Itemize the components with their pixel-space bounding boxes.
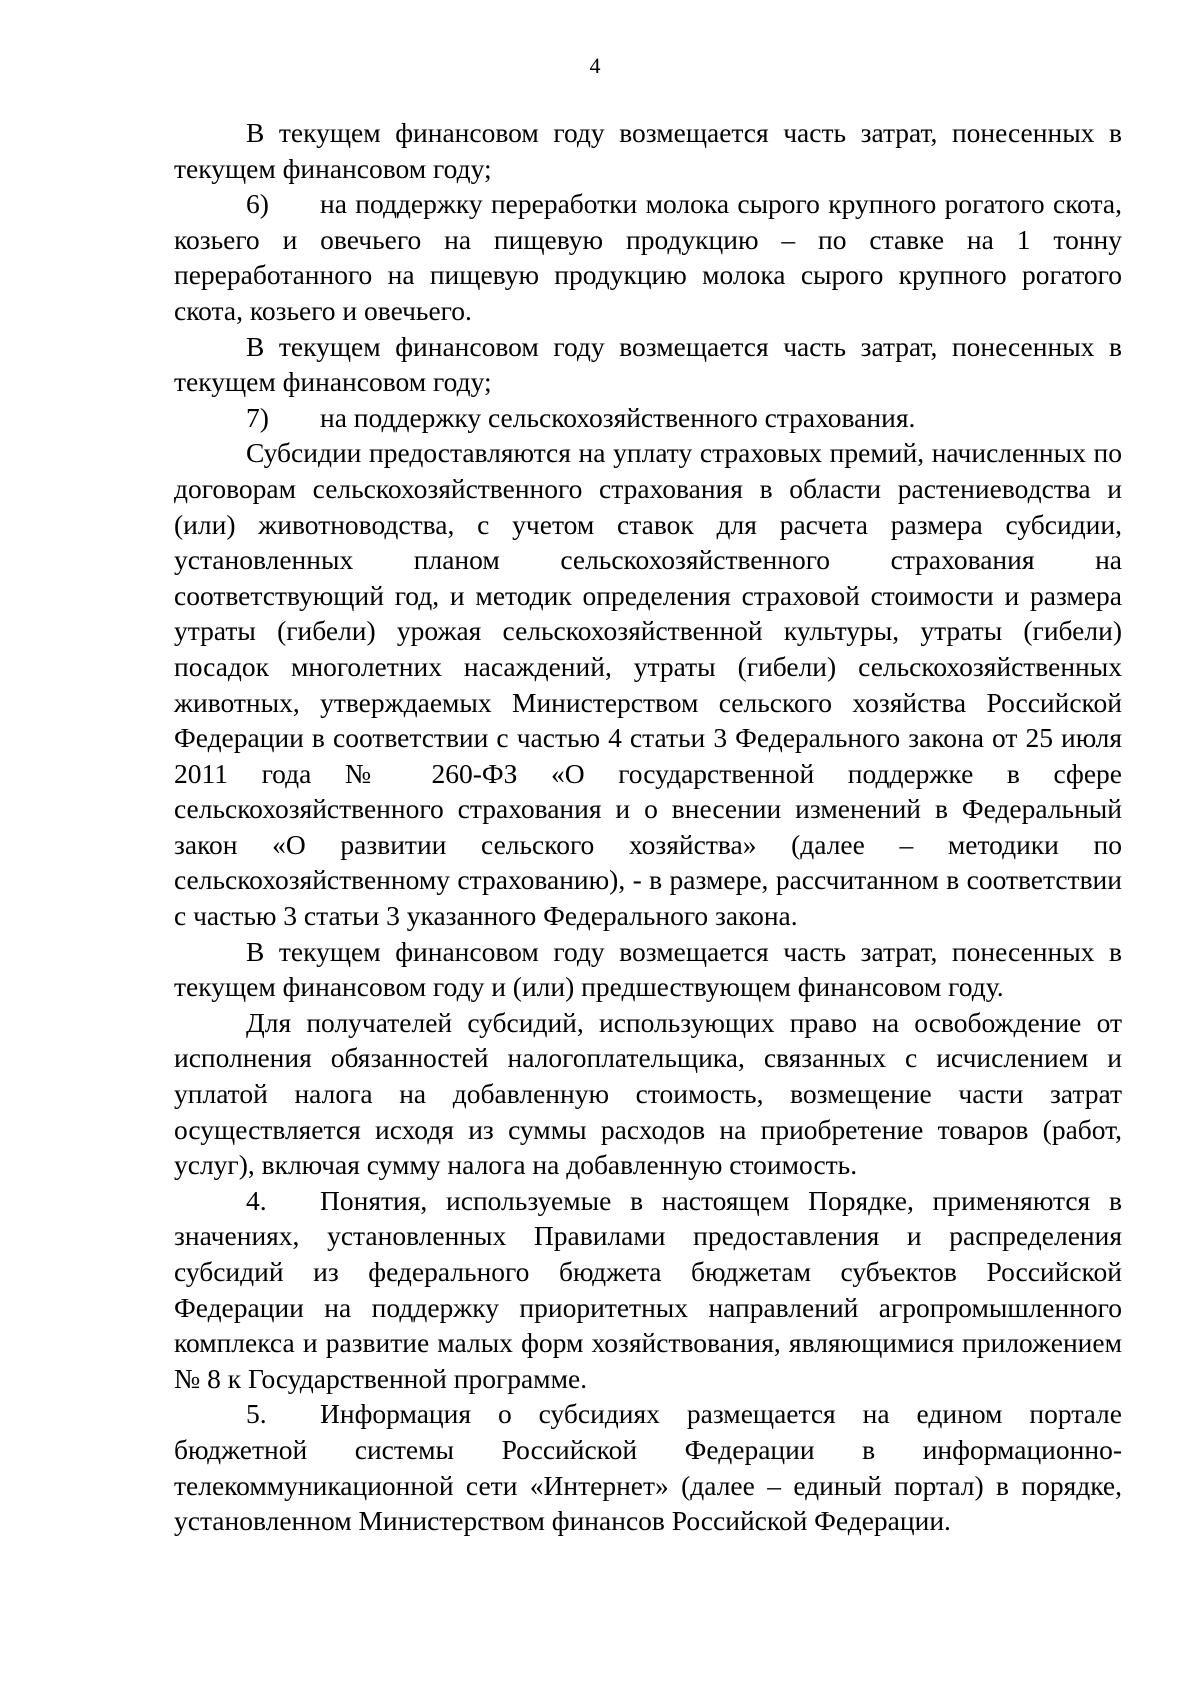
paragraph-text: Для получателей субсидий, использующих право на освобождение от исполнения обязанностей налогоплательщика, связанных с исчислением и уплатой налога на добавленную стоимость, возмещение части затрат осуществляется исходя из суммы расходов на приобретение товаров (работ, услуг), включая сумму налога на добавленную стоимость. xyxy=(174,1006,1122,1181)
paragraph-item-6 xyxy=(174,186,1122,328)
item-number: 7) xyxy=(246,401,269,433)
paragraph-item-7 xyxy=(174,400,1122,436)
paragraph-cost-note xyxy=(174,115,1122,186)
item-number: 6) xyxy=(246,188,269,220)
paragraph-text: В текущем финансовом году возмещается часть затрат, понесенных в текущем финансовом году и (или) предшествующем финансовом году. xyxy=(174,935,1122,1003)
paragraph-text: на поддержку сельскохозяйственного страхования. xyxy=(320,401,916,433)
paragraph-cost-note xyxy=(174,934,1122,1005)
paragraph-cost-note xyxy=(174,329,1122,400)
paragraph-insurance-subsidies xyxy=(174,435,1122,933)
paragraph-text: Понятия, используемые в настоящем Порядке, применяются в значениях, установленных Правилами предоставления и распределения субсидий из федерального бюджета бюджетам субъектов Российской Федерации на поддержку приоритетных направлений агропромышленного комплекса и развитие малых форм хозяйствования, являющимися приложением № 8 к Государственной программе. xyxy=(174,1184,1122,1394)
paragraph-text: на поддержку переработки молока сырого крупного рогатого скота, козьего и овечьего на пищевую продукцию – по ставке на 1 тонну переработанного на пищевую продукцию молока сырого крупного рогатого скота, козьего и овечьего. xyxy=(174,188,1122,326)
paragraph-text: В текущем финансовом году возмещается часть затрат, понесенных в текущем финансовом году; xyxy=(174,330,1122,398)
paragraph-section-5 xyxy=(174,1396,1122,1538)
paragraph-text: В текущем финансовом году возмещается часть затрат, понесенных в текущем финансовом году; xyxy=(174,117,1122,184)
page-number: 4 xyxy=(589,53,601,78)
section-number: 5. xyxy=(246,1398,267,1430)
section-number: 4. xyxy=(246,1184,267,1216)
paragraph-text: Субсидии предоставляются на уплату страховых премий, начисленных по договорам сельскохозяйственного страхования в области растениеводства и (или) животноводства, с учетом ставок для расчета размера субсидии, установленных планом сельскохозяйственного страхования на соответствующий год, и методик определения страховой стоимости и размера утраты (гибели) урожая сельскохозяйственной культуры, утраты (гибели) посадок многолетних насаждений, утраты (гибели) сельскохозяйственных животных, утверждаемых Министерством сельского хозяйства Российской Федерации в соответствии с частью 4 статьи 3 Федерального закона от 25 июля 2011 года № 260-ФЗ «О государственной поддержке в сфере сельскохозяйственного страхования и о внесении изменений в Федеральный закон «О развитии сельского хозяйства» (далее – методики по сельскохозяйственному страхованию), - в размере, рассчитанном в соответствии с частью 3 статьи 3 указанного Федерального закона. xyxy=(174,437,1122,932)
paragraph-text: Информация о субсидиях размещается на едином портале бюджетной системы Российской Федерации в информационно-телекоммуникационной сети «Интернет» (далее – единый портал) в порядке, установленном Министерством финансов Российской Федерации. xyxy=(174,1398,1122,1537)
document-body xyxy=(174,115,1122,1539)
paragraph-section-4 xyxy=(174,1183,1122,1397)
paragraph-vat-exemption xyxy=(174,1005,1122,1183)
